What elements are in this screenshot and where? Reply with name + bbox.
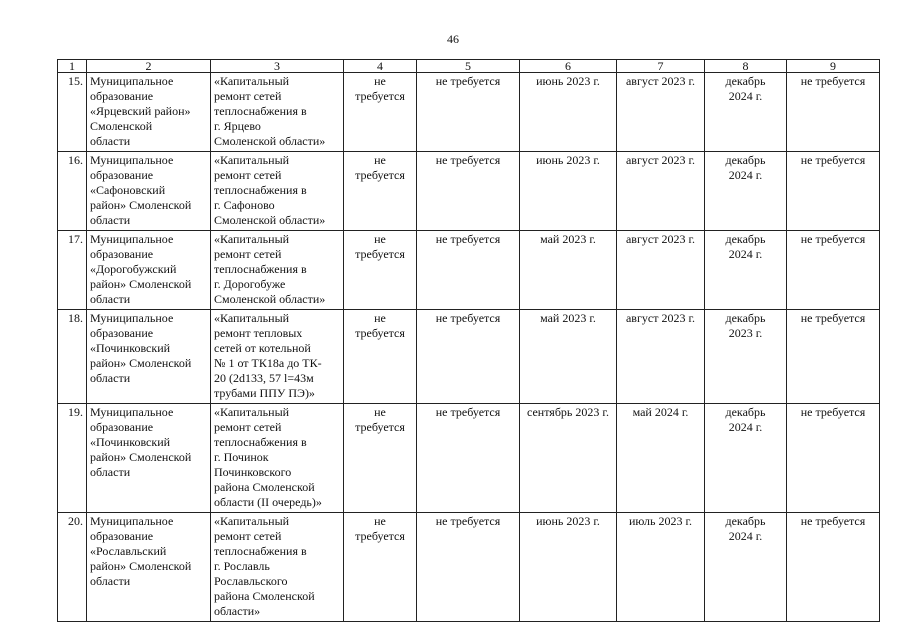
col5-cell: не требуется (417, 310, 520, 404)
col9-cell: не требуется (787, 513, 880, 622)
col5-cell: не требуется (417, 404, 520, 513)
col5-cell: не требуется (417, 73, 520, 152)
col8-cell: декабрь 2024 г. (705, 152, 787, 231)
column-header: 6 (520, 60, 617, 73)
col9-cell: не требуется (787, 152, 880, 231)
table-row (58, 73, 880, 152)
col8-cell: декабрь 2024 г. (705, 231, 787, 310)
project-cell: «Капитальный ремонт сетей теплоснабжения в г. Дорогобуже Смоленской области» (211, 231, 344, 310)
column-header: 3 (211, 60, 344, 73)
project-cell: «Капитальный ремонт сетей теплоснабжения в г. Сафоново Смоленской области» (211, 152, 344, 231)
table-row (58, 310, 880, 404)
col6-cell: июнь 2023 г. (520, 73, 617, 152)
municipality-cell: Муниципальное образование «Сафоновский район» Смоленской области (87, 152, 211, 231)
row-number: 17. (58, 231, 87, 310)
col7-cell: июль 2023 г. (617, 513, 705, 622)
col9-cell: не требуется (787, 231, 880, 310)
table-row (58, 513, 880, 622)
col9-cell: не требуется (787, 404, 880, 513)
row-number: 15. (58, 73, 87, 152)
col6-cell: май 2023 г. (520, 231, 617, 310)
col7-cell: август 2023 г. (617, 152, 705, 231)
page-number: 46 (447, 32, 459, 46)
row-number: 19. (58, 404, 87, 513)
table-row (58, 231, 880, 310)
column-header: 1 (58, 60, 87, 73)
col5-cell: не требуется (417, 152, 520, 231)
row-number: 16. (58, 152, 87, 231)
col6-cell: май 2023 г. (520, 310, 617, 404)
col4-cell: не требуется (344, 404, 417, 513)
col7-cell: август 2023 г. (617, 231, 705, 310)
col8-cell: декабрь 2023 г. (705, 310, 787, 404)
col5-cell: не требуется (417, 513, 520, 622)
col4-cell: не требуется (344, 231, 417, 310)
project-cell: «Капитальный ремонт тепловых сетей от котельной № 1 от ТК18а до ТК- 20 (2d133, 57 l=43м трубами ППУ ПЭ)» (211, 310, 344, 404)
municipality-cell: Муниципальное образование «Починковский район» Смоленской области (87, 404, 211, 513)
col7-cell: август 2023 г. (617, 73, 705, 152)
col6-cell: июнь 2023 г. (520, 513, 617, 622)
municipality-cell: Муниципальное образование «Дорогобужский район» Смоленской области (87, 231, 211, 310)
col4-cell: не требуется (344, 310, 417, 404)
col8-cell: декабрь 2024 г. (705, 513, 787, 622)
municipality-cell: Муниципальное образование «Починковский район» Смоленской области (87, 310, 211, 404)
col8-cell: декабрь 2024 г. (705, 404, 787, 513)
column-header: 8 (705, 60, 787, 73)
column-header: 4 (344, 60, 417, 73)
col5-cell: не требуется (417, 231, 520, 310)
project-cell: «Капитальный ремонт сетей теплоснабжения в г. Рославль Рославльского района Смоленской области» (211, 513, 344, 622)
col6-cell: июнь 2023 г. (520, 152, 617, 231)
row-number: 20. (58, 513, 87, 622)
col4-cell: не требуется (344, 73, 417, 152)
col9-cell: не требуется (787, 73, 880, 152)
municipality-cell: Муниципальное образование «Рославльский район» Смоленской области (87, 513, 211, 622)
table-row (58, 404, 880, 513)
column-header: 7 (617, 60, 705, 73)
municipality-cell: Муниципальное образование «Ярцевский район» Смоленской области (87, 73, 211, 152)
project-cell: «Капитальный ремонт сетей теплоснабжения в г. Ярцево Смоленской области» (211, 73, 344, 152)
project-cell: «Капитальный ремонт сетей теплоснабжения в г. Починок Починковского района Смоленской области (II очередь)» (211, 404, 344, 513)
column-header: 5 (417, 60, 520, 73)
col7-cell: май 2024 г. (617, 404, 705, 513)
col6-cell: сентябрь 2023 г. (520, 404, 617, 513)
col8-cell: декабрь 2024 г. (705, 73, 787, 152)
col4-cell: не требуется (344, 513, 417, 622)
header-row (58, 60, 880, 73)
col9-cell: не требуется (787, 310, 880, 404)
col4-cell: не требуется (344, 152, 417, 231)
table-row (58, 152, 880, 231)
col7-cell: август 2023 г. (617, 310, 705, 404)
column-header: 2 (87, 60, 211, 73)
column-header: 9 (787, 60, 880, 73)
row-number: 18. (58, 310, 87, 404)
schedule-table (57, 59, 880, 622)
